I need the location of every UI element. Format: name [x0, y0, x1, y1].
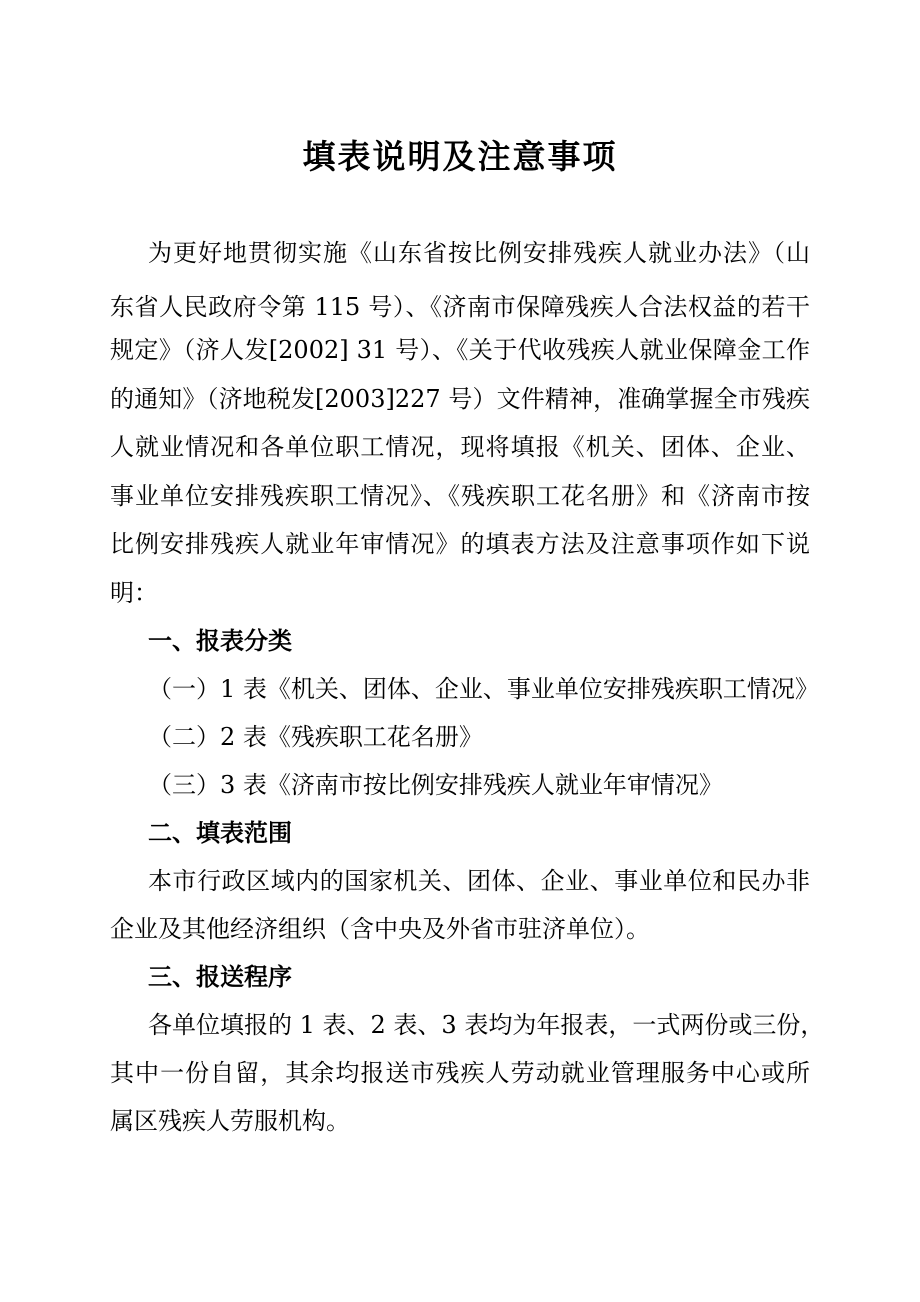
- intro-line: 为更好地贯彻实施《山东省按比例安排残疾人就业办法》（山: [148, 239, 810, 267]
- intro-line: 规定》（济人发[2002] 31 号）、《关于代收残疾人就业保障金工作: [110, 336, 810, 364]
- list-item: （三）3 表《济南市按比例安排残疾人就业年审情况》: [148, 771, 723, 799]
- list-item: （一）1 表《机关、团体、企业、事业单位安排残疾职工情况》: [148, 675, 819, 703]
- section-heading: 一、报表分类: [148, 627, 292, 655]
- paragraph-line: 各单位填报的 1 表、2 表、3 表均为年报表，一式两份或三份，: [148, 1011, 825, 1039]
- intro-line: 明：: [110, 579, 158, 607]
- paragraph-line: 企业及其他经济组织（含中央及外省市驻济单位）。: [110, 915, 650, 943]
- section-heading: 三、报送程序: [148, 963, 292, 991]
- list-item: （二）2 表《残疾职工花名册》: [148, 723, 483, 751]
- intro-line: 东省人民政府令第 115 号）、《济南市保障残疾人合法权益的若干: [110, 293, 810, 321]
- section-heading: 二、填表范围: [148, 819, 292, 847]
- intro-line: 人就业情况和各单位职工情况，现将填报《机关、团体、企业、: [110, 433, 810, 461]
- intro-line: 事业单位安排残疾职工情况》、《残疾职工花名册》和《济南市按: [110, 482, 810, 510]
- paragraph-line: 属区残疾人劳服机构。: [110, 1107, 350, 1135]
- paragraph-line: 本市行政区域内的国家机关、团体、企业、事业单位和民办非: [148, 867, 810, 895]
- paragraph-line: 其中一份自留，其余均报送市残疾人劳动就业管理服务中心或所: [110, 1059, 810, 1087]
- page-title: 填表说明及注意事项: [302, 137, 618, 176]
- intro-line: 比例安排残疾人就业年审情况》的填表方法及注意事项作如下说: [110, 530, 810, 558]
- intro-line: 的通知》（济地税发[2003]227 号）文件精神，准确掌握全市残疾: [110, 385, 810, 413]
